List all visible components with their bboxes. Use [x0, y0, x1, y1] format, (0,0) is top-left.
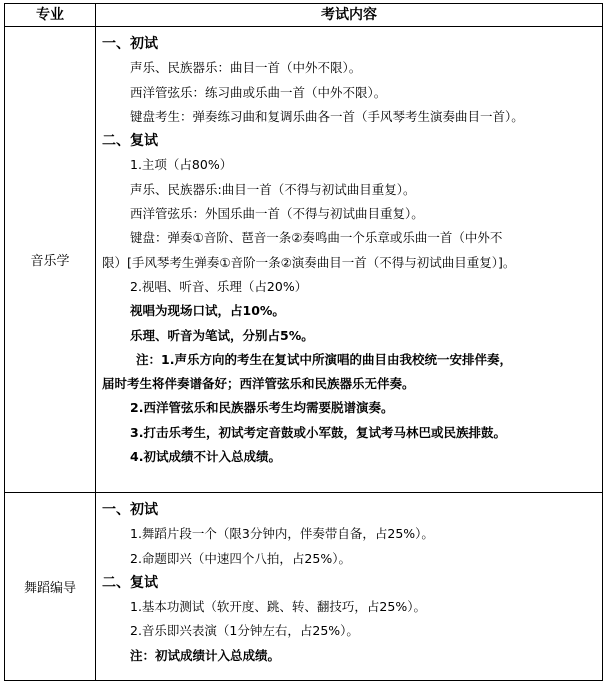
- content-line: 注：1.声乐方向的考生在复试中所演唱的曲目由我校统一安排伴奏，: [136, 351, 512, 367]
- content-line: 声乐、民族器乐：曲目一首（中外不限）。: [130, 60, 362, 76]
- content-lines-dance: [96, 493, 602, 668]
- table-row-dance: [5, 493, 603, 681]
- major-cell-dance: 舞蹈编导: [5, 493, 96, 681]
- content-line: 西洋管弦乐：外国乐曲一首（不得与初试曲目重复）。: [130, 206, 424, 222]
- content-lines-music: [96, 27, 602, 469]
- section-heading: 一、初试: [102, 36, 158, 52]
- header-content: 考试内容: [96, 4, 603, 27]
- exam-content-table: [4, 3, 603, 681]
- content-cell-dance: [96, 493, 603, 681]
- content-line: 乐理、听音为笔试，分别占5%。: [130, 327, 314, 343]
- content-line: 注：初试成绩计入总成绩。: [130, 647, 281, 663]
- section-heading: 一、初试: [102, 502, 158, 518]
- table-header-row: [5, 4, 603, 27]
- header-major: 专业: [5, 4, 96, 27]
- content-line: 1.舞蹈片段一个（限3分钟内，伴奏带自备，占25%）。: [130, 526, 434, 542]
- major-cell-music: 音乐学: [5, 27, 96, 493]
- content-line: 键盘考生：弹奏练习曲和复调乐曲各一首（手风琴考生演奏曲目一首）。: [130, 108, 524, 124]
- content-line: 声乐、民族器乐:曲目一首（不得与初试曲目重复）。: [130, 181, 416, 197]
- content-line: 西洋管弦乐：练习曲或乐曲一首（中外不限）。: [130, 84, 387, 100]
- content-line: 2.视唱、听音、乐理（占20%）: [130, 278, 308, 294]
- content-line: 1.基本功测试（软开度、跳、转、翻技巧，占25%）。: [130, 599, 426, 615]
- content-line: 2.西洋管弦乐和民族器乐考生均需要脱谱演奏。: [130, 400, 394, 416]
- content-line: 限）[手风琴考生弹奏①音阶一条②演奏曲目一首（不得与初试曲目重复）]。: [102, 254, 516, 270]
- content-line: 3.打击乐考生，初试考定音鼓或小军鼓，复试考马林巴或民族排鼓。: [130, 424, 506, 440]
- content-line: 视唱为现场口试，占10%。: [130, 303, 285, 319]
- content-cell-music: [96, 27, 603, 493]
- content-line: 4.初试成绩不计入总成绩。: [130, 449, 281, 465]
- table-row-music: [5, 27, 603, 493]
- section-heading: 二、复试: [102, 133, 158, 150]
- content-line: 2.命题即兴（中速四个八拍，占25%）。: [130, 550, 351, 566]
- content-line: 2.音乐即兴表演（1分钟左右，占25%）。: [130, 623, 359, 639]
- content-line: 1.主项（占80%）: [130, 157, 233, 173]
- content-line: 键盘：弹奏①音阶、琶音一条②奏鸣曲一个乐章或乐曲一首（中外不: [130, 230, 503, 246]
- content-line: 届时考生将伴奏谱备好；西洋管弦乐和民族器乐无伴奏。: [102, 376, 415, 392]
- section-heading: 二、复试: [102, 574, 158, 591]
